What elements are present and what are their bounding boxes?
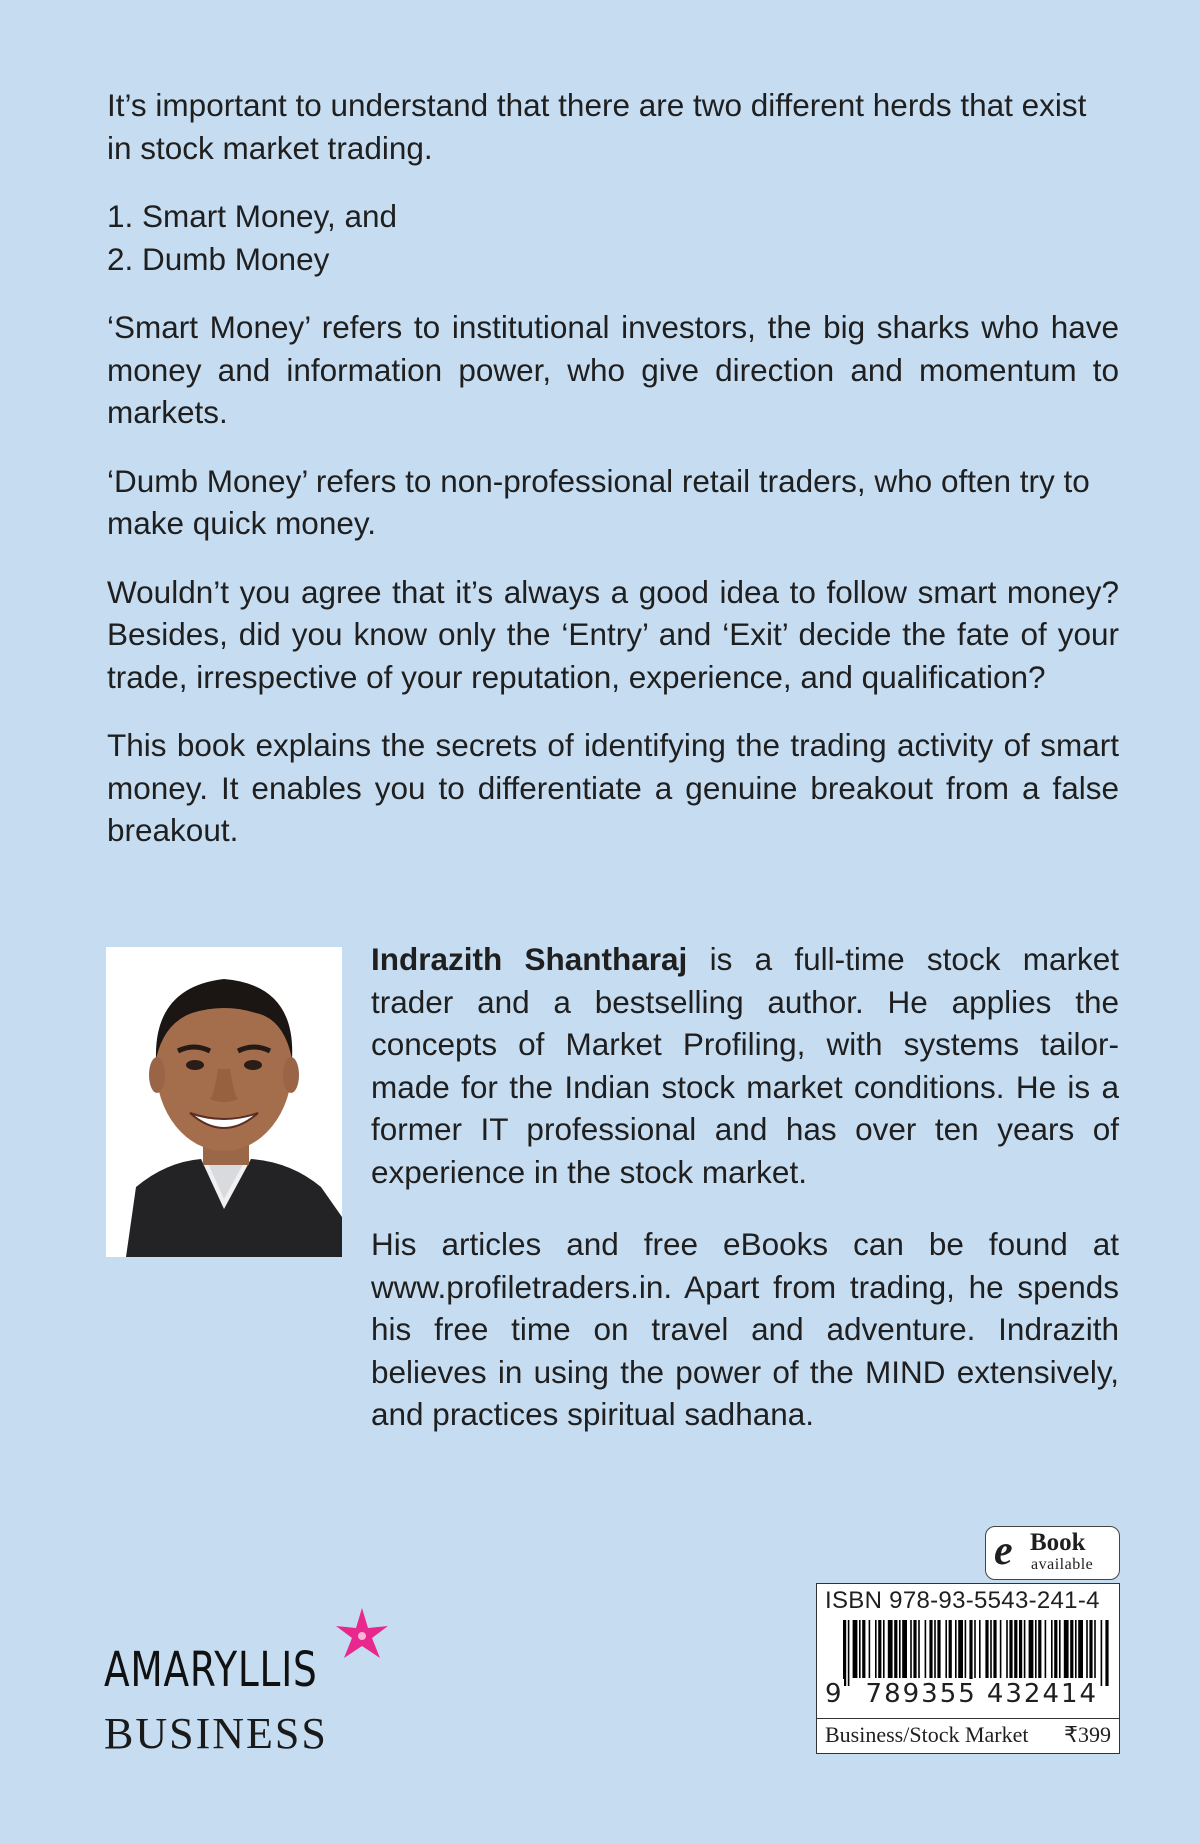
publisher-logo	[104, 1606, 404, 1766]
author-bio-continued: His articles and free eBooks can be found at www.profiletraders.in. Apart from trading, he spends his free time on travel and adventure. Indrazith believes in using the power of the MIND extensively, and practices spiritual sadhana.	[371, 1226, 1119, 1432]
barcode-bar	[979, 1620, 981, 1678]
barcode-bar	[985, 1620, 988, 1678]
barcode-bars	[825, 1620, 1111, 1686]
barcode-bar	[1075, 1620, 1077, 1678]
barcode-bar	[875, 1620, 877, 1678]
barcode-bar	[862, 1620, 865, 1678]
barcode-bar	[929, 1620, 932, 1678]
barcode-bar	[1105, 1620, 1108, 1686]
dumb-money-paragraph: ‘Dumb Money’ refers to non-professional retail traders, who often try to make quick money.	[107, 462, 1090, 541]
barcode-bar	[883, 1620, 885, 1678]
barcode-bar	[1051, 1620, 1053, 1678]
author-portrait-illustration	[106, 947, 342, 1257]
barcode-bar	[1009, 1620, 1012, 1678]
barcode-bar	[925, 1620, 927, 1678]
ebook-available-badge	[985, 1526, 1120, 1580]
barcode-bar	[859, 1620, 861, 1678]
barcode-bar	[993, 1620, 996, 1678]
isbn-barcode	[816, 1583, 1120, 1754]
barcode-bar	[899, 1620, 901, 1678]
barcode-bar	[974, 1620, 976, 1678]
barcode-digit-group: 432414	[986, 1679, 1099, 1709]
ebook-e-letter: e	[994, 1528, 1013, 1574]
barcode-bar	[1035, 1620, 1037, 1678]
barcode-bar	[1059, 1620, 1061, 1678]
barcode-bar	[888, 1620, 893, 1678]
barcode-bar	[934, 1620, 936, 1678]
barcode-bar	[1054, 1620, 1057, 1678]
ebook-available-word: available	[1031, 1556, 1094, 1573]
book-price: ₹399	[1064, 1722, 1111, 1747]
barcode-bar	[853, 1620, 858, 1678]
ebook-book-word: Book	[1030, 1529, 1086, 1556]
category-price-row	[817, 1718, 1119, 1754]
list-item: 1. Smart Money, and	[107, 198, 398, 234]
barcode-digit-prefix: 9	[825, 1679, 844, 1709]
book-category: Business/Stock Market	[825, 1722, 1029, 1747]
barcode-bar	[1019, 1620, 1022, 1678]
barcode-bar	[1089, 1620, 1092, 1678]
author-bio-part1	[371, 938, 1119, 1193]
barcode-bar	[945, 1620, 947, 1678]
amaryllis-flower-icon	[332, 1606, 392, 1666]
barcode-bar	[1000, 1620, 1002, 1678]
barcode-bar	[1045, 1620, 1047, 1678]
barcode-digit-group: 789355	[865, 1679, 977, 1709]
barcode-digits	[825, 1679, 1111, 1709]
barcode-bar	[1014, 1620, 1017, 1678]
barcode-bar	[1006, 1620, 1008, 1678]
barcode-bar	[918, 1620, 920, 1678]
back-cover-blurb	[107, 84, 1119, 878]
smart-money-paragraph: ‘Smart Money’ refers to institutional investors, the big sharks who have money and information power, who give direction and momentum to markets.	[107, 309, 1119, 430]
herd-list	[107, 195, 1119, 280]
barcode-bar	[1029, 1620, 1034, 1678]
barcode-bar	[1094, 1620, 1096, 1678]
author-bio-part2	[107, 1223, 1119, 1436]
barcode-bar	[878, 1620, 881, 1678]
barcode-bar	[910, 1620, 912, 1678]
barcode-bar	[1038, 1620, 1041, 1678]
author-bio-text: is a full-time stock market trader and a bestselling author. He applies the concepts of Market Profiling, with systems tailor-made for the Indian stock market conditions. He is a former IT professional and has over ten years of experience in the stock market.	[371, 941, 1119, 1190]
barcode-bar	[937, 1620, 940, 1678]
barcode-bar	[1064, 1620, 1069, 1678]
barcode-bar	[902, 1620, 907, 1678]
publisher-imprint: BUSINESS	[104, 1709, 328, 1758]
barcode-bar	[843, 1620, 846, 1686]
barcode-bar	[1070, 1620, 1073, 1678]
barcode-bar	[958, 1620, 963, 1678]
barcode-bar	[894, 1620, 897, 1678]
barcode-bar	[965, 1620, 967, 1678]
book-explains-paragraph: This book explains the secrets of identifying the trading activity of smart money. It enables you to differentiate a genuine breakout from a false breakout.	[107, 727, 1119, 848]
barcode-bar	[1024, 1620, 1026, 1678]
question-paragraph: Wouldn’t you agree that it’s always a good idea to follow smart money? Besides, did you know only the ‘Entry’ and ‘Exit’ decide the fate of your trade, irrespective of your reputation, experience, and qualification?	[107, 573, 1119, 695]
barcode-bar	[848, 1620, 850, 1686]
isbn-number: ISBN 978-93-5543-241-4	[825, 1587, 1100, 1614]
list-item: 2. Dumb Money	[107, 240, 330, 277]
barcode-bar	[990, 1620, 992, 1678]
barcode-bar	[1101, 1620, 1103, 1686]
barcode-bar	[869, 1620, 871, 1678]
publisher-name: AMARYLLIS	[104, 1642, 318, 1698]
author-name: Indrazith Shantharaj	[371, 941, 688, 977]
barcode-bar	[1078, 1620, 1083, 1678]
barcode-bar	[913, 1620, 916, 1678]
author-photo	[106, 947, 342, 1257]
barcode-bar	[1086, 1620, 1088, 1678]
intro-paragraph: It’s important to understand that there are two different herds that exist in stock market trading.	[107, 87, 1087, 166]
barcode-bar	[955, 1620, 957, 1678]
barcode-bar	[969, 1620, 972, 1686]
barcode-bar	[949, 1620, 952, 1678]
